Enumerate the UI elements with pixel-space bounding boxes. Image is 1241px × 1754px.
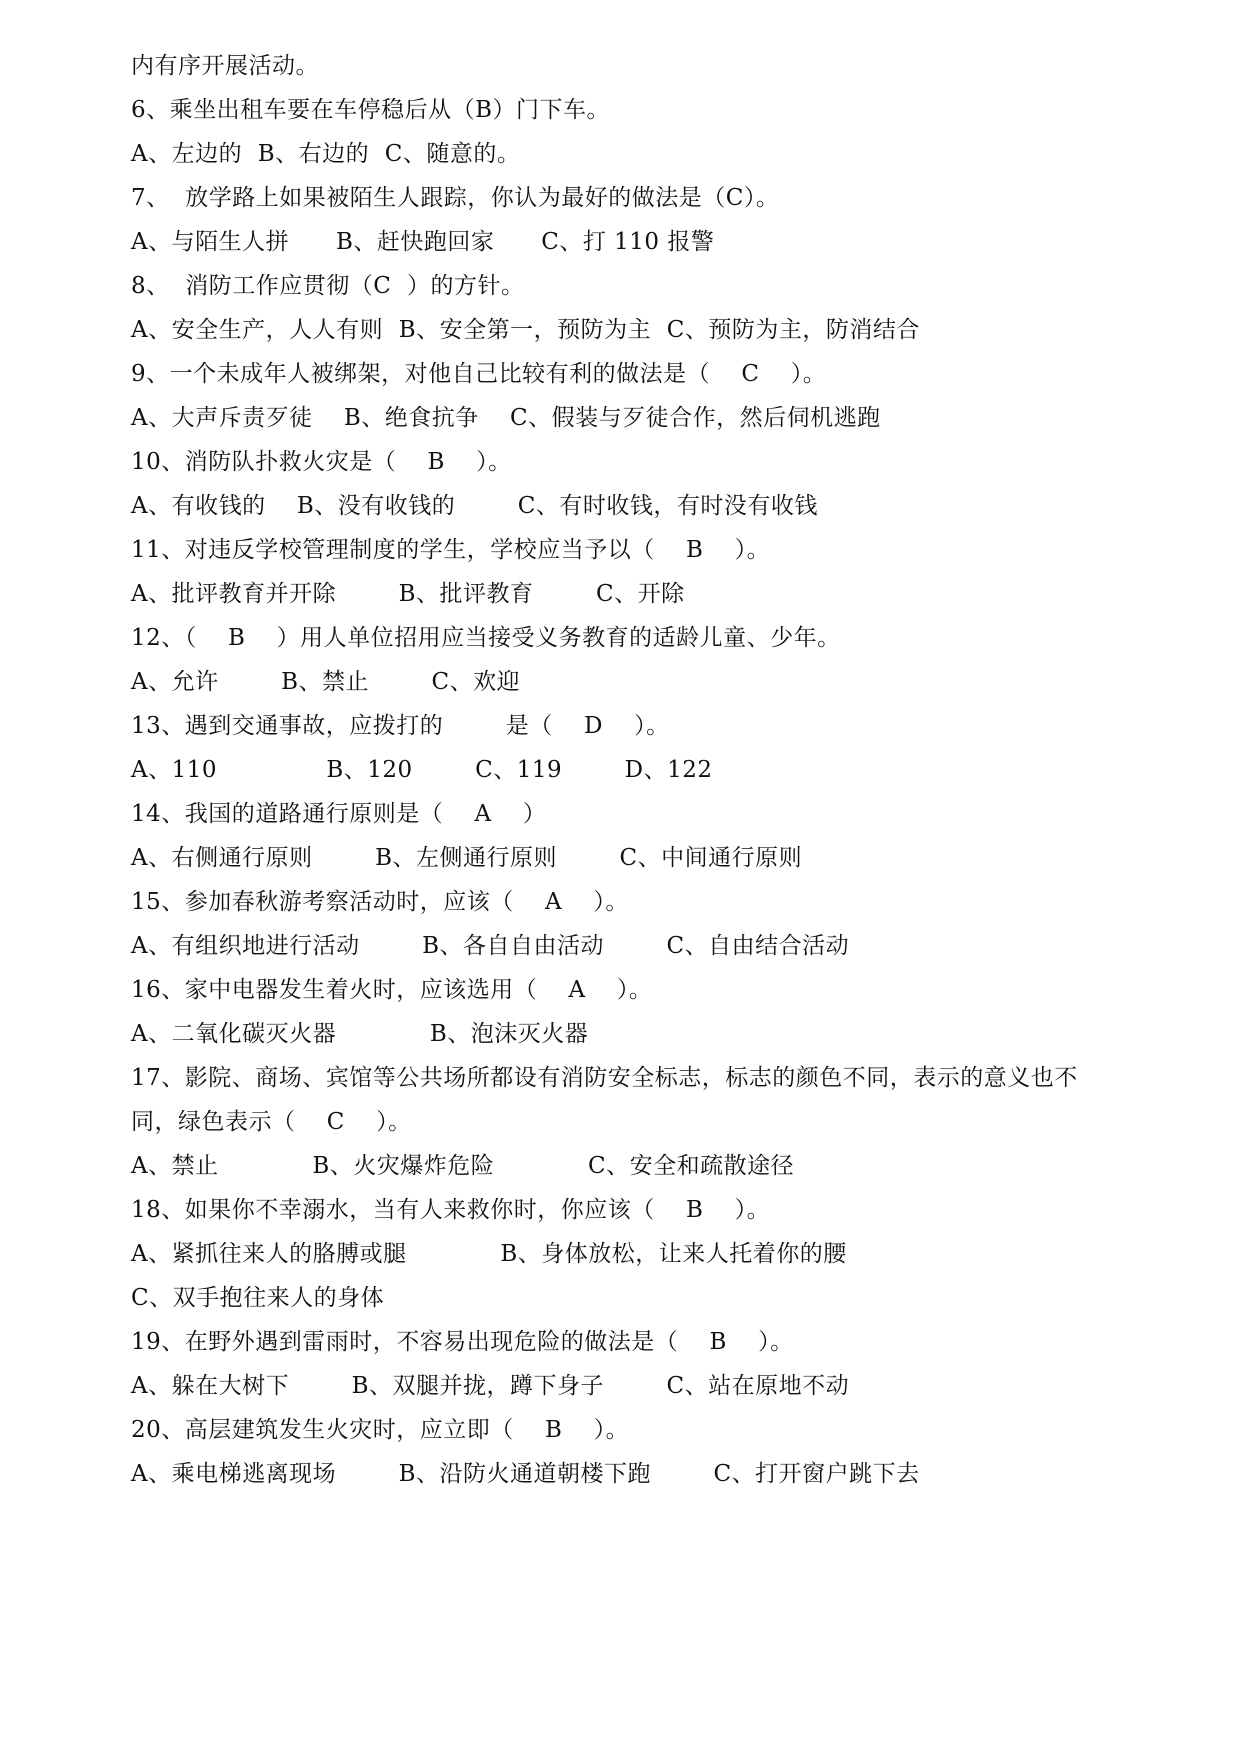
- options-15: A、有组织地进行活动 B、各自自由活动 C、自由结合活动: [131, 933, 850, 959]
- options-18: A、紧抓往来人的胳膊或腿 B、身体放松，让来人托着你的腰: [131, 1241, 847, 1267]
- question-18: 18、如果你不幸溺水，当有人来救你时，你应该（ B ）。: [131, 1197, 771, 1223]
- question-12: 12、（ B ）用人单位招用应当接受义务教育的适龄儿童、少年。: [131, 625, 841, 651]
- options-14: A、右侧通行原则 B、左侧通行原则 C、中间通行原则: [131, 845, 803, 871]
- options-16: A、二氧化碳灭火器 B、泡沫灭火器: [131, 1021, 589, 1047]
- options-12: A、允许 B、禁止 C、欢迎: [131, 669, 521, 695]
- options-13: A、110 B、120 C、119 D、122: [131, 757, 713, 783]
- options-17: A、禁止 B、火灾爆炸危险 C、安全和疏散途径: [131, 1153, 795, 1179]
- options-18-cont: C、双手抱往来人的身体: [131, 1285, 385, 1311]
- question-7: 7、 放学路上如果被陌生人跟踪，你认为最好的做法是（C）。: [131, 185, 780, 211]
- text-line: 内有序开展活动。: [131, 53, 319, 79]
- question-14: 14、我国的道路通行原则是（ A ）: [131, 801, 547, 827]
- options-20: A、乘电梯逃离现场 B、沿防火通道朝楼下跑 C、打开窗户跳下去: [131, 1461, 920, 1487]
- options-10: A、有收钱的 B、没有收钱的 C、有时收钱，有时没有收钱: [131, 493, 818, 519]
- options-9: A、大声斥责歹徒 B、绝食抗争 C、假装与歹徒合作，然后伺机逃跑: [131, 405, 881, 431]
- question-19: 19、在野外遇到雷雨时，不容易出现危险的做法是（ B ）。: [131, 1329, 794, 1355]
- options-19: A、躲在大树下 B、双腿并拢，蹲下身子 C、站在原地不动: [131, 1373, 850, 1399]
- question-17: 17、影院、商场、宾馆等公共场所都设有消防安全标志，标志的颜色不同，表示的意义也不: [131, 1065, 1078, 1091]
- options-11: A、批评教育并开除 B、批评教育 C、开除: [131, 581, 685, 607]
- question-6: 6、乘坐出租车要在车停稳后从（B）门下车。: [131, 97, 611, 123]
- question-11: 11、对违反学校管理制度的学生，学校应当予以（ B ）。: [131, 537, 771, 563]
- options-7: A、与陌生人拼 B、赶快跑回家 C、打 110 报警: [131, 229, 715, 255]
- question-9: 9、一个未成年人被绑架，对他自己比较有利的做法是（ C ）。: [131, 361, 827, 387]
- question-16: 16、家中电器发生着火时，应该选用（ A ）。: [131, 977, 653, 1003]
- question-20: 20、高层建筑发生火灾时，应立即（ B ）。: [131, 1417, 630, 1443]
- question-10: 10、消防队扑救火灾是（ B ）。: [131, 449, 512, 475]
- question-17-cont: 同，绿色表示（ C ）。: [131, 1109, 412, 1135]
- options-8: A、安全生产，人人有则 B、安全第一，预防为主 C、预防为主，防消结合: [131, 317, 920, 343]
- options-6: A、左边的 B、右边的 C、随意的。: [131, 141, 521, 167]
- question-8: 8、 消防工作应贯彻（C ）的方针。: [131, 273, 525, 299]
- question-13: 13、遇到交通事故，应拨打的 是（ D ）。: [131, 713, 670, 739]
- question-15: 15、参加春秋游考察活动时，应该（ A ）。: [131, 889, 629, 915]
